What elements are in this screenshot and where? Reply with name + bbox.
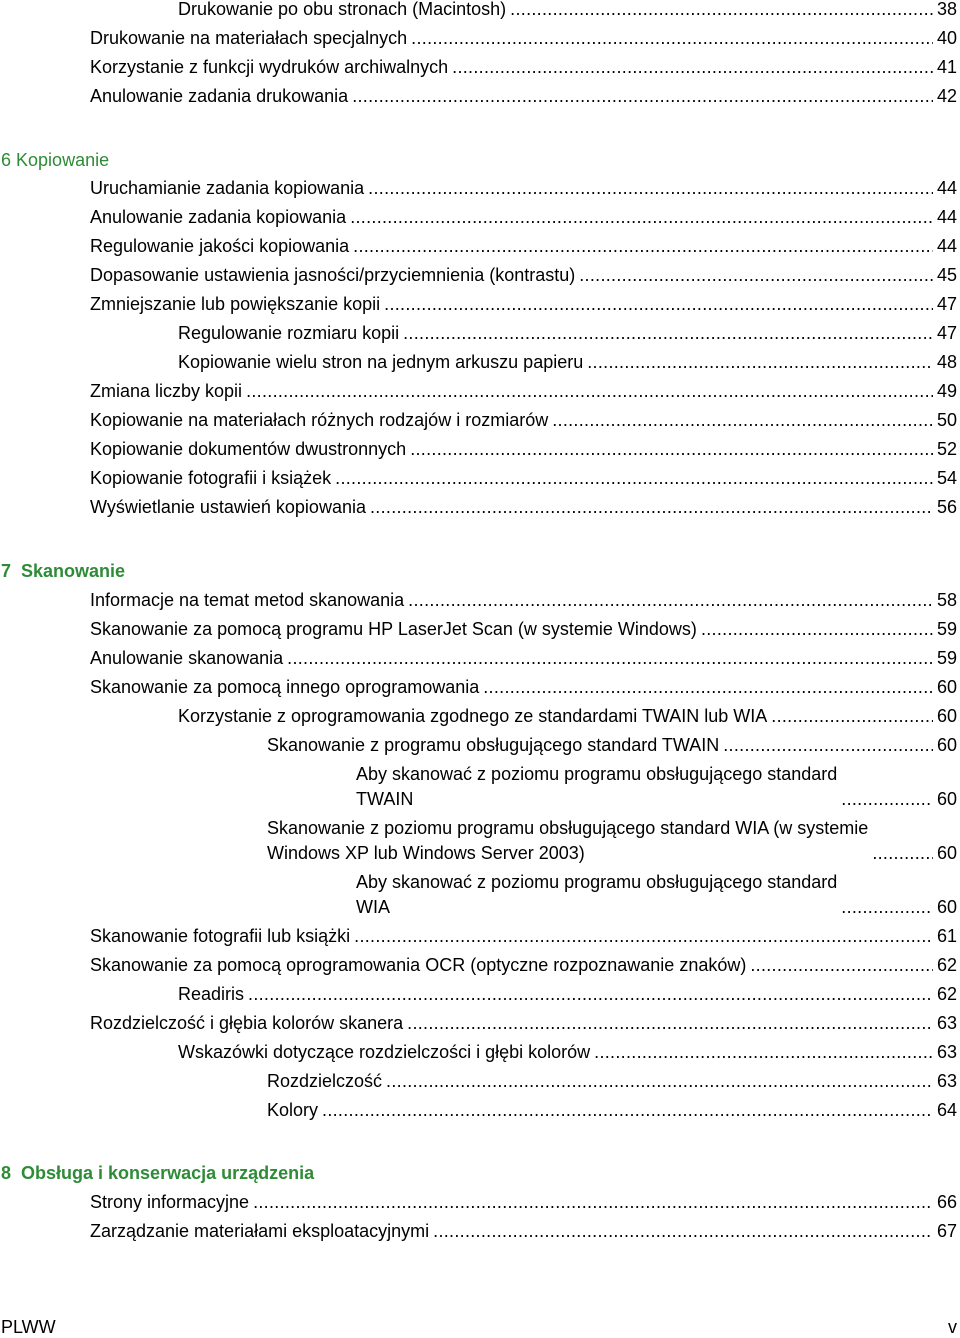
toc-entry[interactable] <box>90 234 957 259</box>
toc-entry-page: 44 <box>936 207 957 227</box>
toc-entry-title: Wskazówki dotyczące rozdzielczości i głębi kolorów <box>178 1042 591 1062</box>
toc-leader <box>594 1040 933 1065</box>
toc-entry-title: Skanowanie z programu obsługującego standard TWAIN <box>267 735 720 755</box>
toc-entry-title: Wyświetlanie ustawień kopiowania <box>90 497 366 517</box>
toc-entry-page: 62 <box>936 984 957 1004</box>
toc-entry-page: 54 <box>936 468 957 488</box>
toc-leader <box>841 895 933 920</box>
toc-entry-page: 64 <box>936 1100 957 1120</box>
toc-entry[interactable] <box>90 1219 957 1244</box>
toc-leader <box>841 787 933 812</box>
toc-entry-page: 58 <box>936 590 957 610</box>
toc-entry-title <box>356 762 837 812</box>
toc-entry[interactable] <box>90 379 957 404</box>
toc-entry-title-line1: Aby skanować z poziomu programu obsługującego standard <box>356 872 838 892</box>
toc-entry[interactable] <box>90 953 957 978</box>
toc-entry[interactable] <box>178 704 957 729</box>
toc-entry-page: 60 <box>936 897 957 917</box>
toc-entry-page: 49 <box>936 381 957 401</box>
toc-leader <box>483 675 933 700</box>
toc-entry[interactable] <box>356 870 957 920</box>
toc-leader <box>322 1098 933 1123</box>
chapter-title: Kopiowanie <box>16 150 110 170</box>
toc-entry-page: 44 <box>936 236 957 256</box>
toc-entry-title-line1: Skanowanie z poziomu programu obsługującego standard WIA (w systemie <box>267 818 869 838</box>
toc-entry[interactable] <box>178 1040 957 1065</box>
toc-entry-title: Readiris <box>178 984 245 1004</box>
toc-leader <box>253 1190 933 1215</box>
toc-entry-page: 42 <box>936 86 957 106</box>
toc-entry-title: Rozdzielczość i głębia kolorów skanera <box>90 1013 404 1033</box>
toc-entry-page: 63 <box>936 1071 957 1091</box>
toc-entry[interactable] <box>90 495 957 520</box>
chapter-title: Skanowanie <box>21 561 126 581</box>
toc-entry-title: Drukowanie na materiałach specjalnych <box>90 28 408 48</box>
toc-entry[interactable] <box>90 466 957 491</box>
toc-entry-title: Kopiowanie dokumentów dwustronnych <box>90 439 407 459</box>
toc-leader <box>510 0 933 22</box>
toc-entry[interactable] <box>356 762 957 812</box>
toc-leader <box>452 55 933 80</box>
toc-leader <box>350 205 933 230</box>
toc-entry-title: Regulowanie rozmiaru kopii <box>178 323 400 343</box>
toc-entry-page: 47 <box>936 294 957 314</box>
toc-leader <box>872 841 933 866</box>
toc-leader <box>552 408 933 433</box>
toc-leader <box>368 176 933 201</box>
toc-entry-page: 56 <box>936 497 957 517</box>
toc-entry-title: Dopasowanie ustawienia jasności/przyciemnienia (kontrastu) <box>90 265 576 285</box>
toc-entry[interactable] <box>90 55 957 80</box>
toc-entry-page: 67 <box>936 1221 957 1241</box>
toc-entry-page: 60 <box>936 677 957 697</box>
toc-entry[interactable] <box>90 205 957 230</box>
toc-entry[interactable] <box>178 350 957 375</box>
toc-entry-title: Drukowanie po obu stronach (Macintosh) <box>178 0 507 19</box>
toc-entry[interactable] <box>90 26 957 51</box>
toc-entry-page: 47 <box>936 323 957 343</box>
toc-entry[interactable] <box>267 733 957 758</box>
toc-entry[interactable] <box>90 176 957 201</box>
toc-entry[interactable] <box>90 617 957 642</box>
toc-entry-page: 40 <box>936 28 957 48</box>
toc-entry-title: Skanowanie za pomocą innego oprogramowania <box>90 677 480 697</box>
toc-leader <box>335 466 933 491</box>
toc-entry-page: 45 <box>936 265 957 285</box>
toc-entry-title-line2: Windows XP lub Windows Server 2003) <box>267 843 585 863</box>
toc-entry-title: Kopiowanie fotografii i książek <box>90 468 332 488</box>
toc-entry-page: 52 <box>936 439 957 459</box>
chapter-number: 7 <box>1 561 12 581</box>
toc-leader <box>411 26 933 51</box>
toc-entry-page: 48 <box>936 352 957 372</box>
toc-entry-page: 61 <box>936 926 957 946</box>
toc-entry-page: 60 <box>936 706 957 726</box>
toc-entry-page: 66 <box>936 1192 957 1212</box>
toc-leader <box>403 321 933 346</box>
toc-entry[interactable] <box>267 1069 957 1094</box>
footer-page-number: v <box>948 1317 957 1337</box>
toc-entry-title: Anulowanie zadania kopiowania <box>90 207 347 227</box>
toc-entry-title: Anulowanie skanowania <box>90 648 284 668</box>
toc-entry[interactable] <box>178 321 957 346</box>
toc-entry-title: Zmiana liczby kopii <box>90 381 243 401</box>
toc-entry[interactable] <box>90 1011 957 1036</box>
toc-entry[interactable] <box>267 1098 957 1123</box>
toc-leader <box>433 1219 933 1244</box>
toc-entry[interactable] <box>90 292 957 317</box>
toc-entry-title: Rozdzielczość <box>267 1071 383 1091</box>
chapter-number: 8 <box>1 1163 12 1183</box>
toc-entry-page: 41 <box>936 57 957 77</box>
toc-leader <box>352 84 933 109</box>
toc-entry-page: 50 <box>936 410 957 430</box>
toc-entry-title: Korzystanie z oprogramowania zgodnego ze standardami TWAIN lub WIA <box>178 706 768 726</box>
toc-entry-title: Uruchamianie zadania kopiowania <box>90 178 365 198</box>
toc-entry-page: 59 <box>936 648 957 668</box>
toc-entry-title: Zarządzanie materiałami eksploatacyjnymi <box>90 1221 430 1241</box>
toc-leader <box>386 1069 933 1094</box>
toc-entry-title: Kopiowanie wielu stron na jednym arkuszu papieru <box>178 352 584 372</box>
toc-leader <box>287 646 933 671</box>
toc-entry[interactable] <box>90 408 957 433</box>
chapter-heading[interactable] <box>1 1161 314 1186</box>
toc-leader <box>246 379 933 404</box>
toc-entry[interactable] <box>90 675 957 700</box>
toc-entry-title-line2: WIA <box>356 897 390 917</box>
toc-entry-page: 60 <box>936 843 957 863</box>
toc-entry-title: Kolory <box>267 1100 319 1120</box>
toc-entry-title: Zmniejszanie lub powiększanie kopii <box>90 294 381 314</box>
chapter-number: 6 <box>1 150 12 170</box>
toc-leader <box>370 495 933 520</box>
toc-entry-title: Strony informacyjne <box>90 1192 250 1212</box>
toc-entry-page: 44 <box>936 178 957 198</box>
toc-entry-title-line2: TWAIN <box>356 789 414 809</box>
toc-entry-title: Anulowanie zadania drukowania <box>90 86 349 106</box>
chapter-title: Obsługa i konserwacja urządzenia <box>21 1163 315 1183</box>
toc-entry-page: 63 <box>936 1013 957 1033</box>
toc-leader <box>410 437 933 462</box>
toc-entry-page: 59 <box>936 619 957 639</box>
toc-entry-title: Korzystanie z funkcji wydruków archiwalnych <box>90 57 449 77</box>
toc-leader <box>723 733 933 758</box>
toc-entry-title: Skanowanie za pomocą programu HP LaserJet Scan (w systemie Windows) <box>90 619 697 639</box>
toc-entry-title: Skanowanie fotografii lub książki <box>90 926 351 946</box>
toc-entry-page: 63 <box>936 1042 957 1062</box>
toc-entry[interactable] <box>90 437 957 462</box>
toc-entry-title <box>356 870 837 920</box>
chapter-heading[interactable] <box>1 559 125 584</box>
toc-entry[interactable] <box>90 84 957 109</box>
toc-entry-page: 60 <box>936 735 957 755</box>
toc-leader <box>248 982 933 1007</box>
footer-left: PLWW <box>1 1317 56 1337</box>
toc-entry[interactable] <box>267 816 957 866</box>
toc-leader <box>579 263 933 288</box>
toc-leader <box>407 1011 933 1036</box>
toc-entry-title-line1: Aby skanować z poziomu programu obsługującego standard <box>356 764 838 784</box>
toc-entry-title <box>267 816 868 866</box>
toc-entry-title: Skanowanie za pomocą oprogramowania OCR (optyczne rozpoznawanie znaków) <box>90 955 747 975</box>
toc-entry[interactable] <box>90 1190 957 1215</box>
toc-entry[interactable] <box>178 0 957 22</box>
toc-entry-title: Regulowanie jakości kopiowania <box>90 236 350 256</box>
toc-entry-page: 38 <box>936 0 957 19</box>
chapter-heading[interactable] <box>1 148 109 173</box>
toc-entry-title: Kopiowanie na materiałach różnych rodzajów i rozmiarów <box>90 410 549 430</box>
toc-leader <box>384 292 933 317</box>
toc-leader <box>771 704 933 729</box>
toc-entry[interactable] <box>178 982 957 1007</box>
toc-entry[interactable] <box>90 924 957 949</box>
toc-leader <box>354 924 933 949</box>
toc-leader <box>408 588 933 613</box>
toc-entry[interactable] <box>90 588 957 613</box>
toc-leader <box>353 234 933 259</box>
toc-leader <box>750 953 933 978</box>
toc-entry[interactable] <box>90 263 957 288</box>
toc-entry-page: 62 <box>936 955 957 975</box>
toc-leader <box>587 350 933 375</box>
toc-entry[interactable] <box>90 646 957 671</box>
toc-leader <box>701 617 933 642</box>
toc-entry-page: 60 <box>936 789 957 809</box>
toc-entry-title: Informacje na temat metod skanowania <box>90 590 405 610</box>
